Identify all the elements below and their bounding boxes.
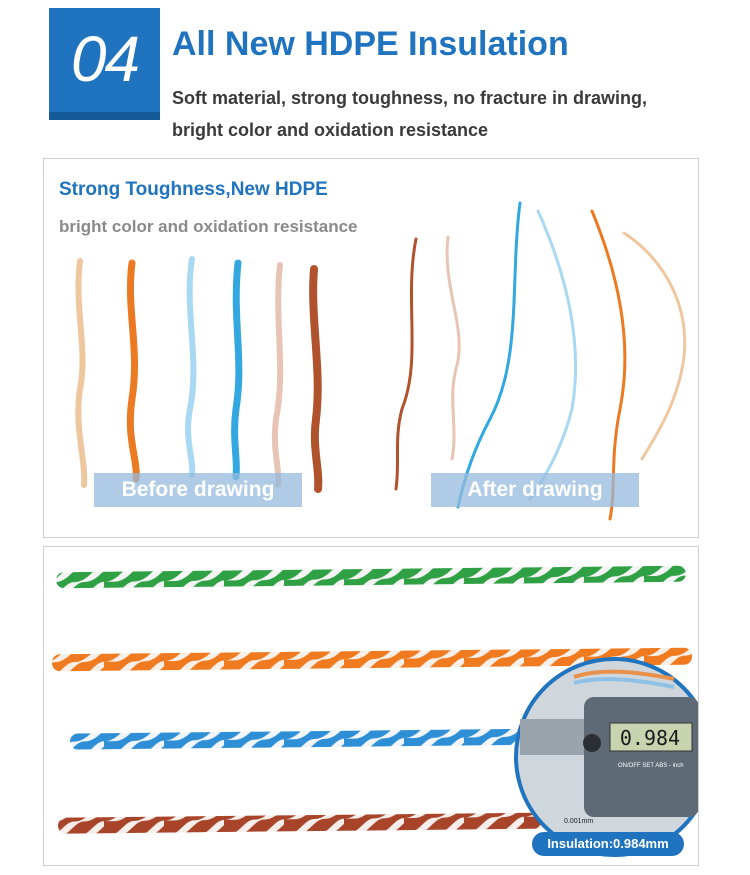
before-wire-brown-white (275, 265, 280, 485)
subtitle-line-2: bright color and oxidation resistance (172, 120, 489, 140)
twisted-pairs-panel (43, 546, 699, 866)
after-drawing-label: After drawing (431, 473, 639, 507)
micrometer-inset (516, 659, 699, 855)
subtitle-line-1: Soft material, strong toughness, no fracture in drawing, (172, 88, 648, 108)
section-number: 04 (70, 23, 139, 95)
micrometer-buttons: ON/OFF SET ABS - inch (618, 763, 684, 769)
badge-underline (49, 112, 160, 120)
pair-brown (58, 812, 578, 833)
before-wire-brown (313, 269, 318, 489)
before-wire-blue-white (188, 259, 193, 475)
twisted-pairs-illustration (44, 547, 699, 866)
after-wires (396, 203, 685, 519)
after-wire-blue (458, 203, 520, 507)
section-number-badge (49, 8, 160, 120)
micrometer-reading: 0.984 (619, 726, 681, 750)
before-wire-orange-white (78, 261, 84, 485)
drawing-panel-heading: Strong Toughness,New HDPE (59, 179, 328, 200)
pair-green (56, 566, 686, 589)
page-title: All New HDPE Insulation (172, 25, 569, 63)
micrometer-scale: 0.001mm (564, 818, 594, 825)
drawing-comparison-panel (43, 158, 699, 538)
after-wire-brown-white (447, 237, 459, 459)
after-wire-blue-white (530, 211, 576, 499)
drawing-panel-subheading: bright color and oxidation resistance (59, 217, 358, 236)
before-wires (78, 259, 318, 489)
before-drawing-label: Before drawing (94, 473, 302, 507)
before-wire-orange (130, 263, 136, 479)
after-wire-orange-white (624, 233, 685, 459)
after-wire-brown (396, 239, 416, 489)
pair-blue (70, 728, 570, 749)
before-wire-blue (235, 263, 239, 477)
insulation-thickness-badge: Insulation:0.984mm (532, 832, 684, 856)
page-subtitle (172, 82, 712, 146)
